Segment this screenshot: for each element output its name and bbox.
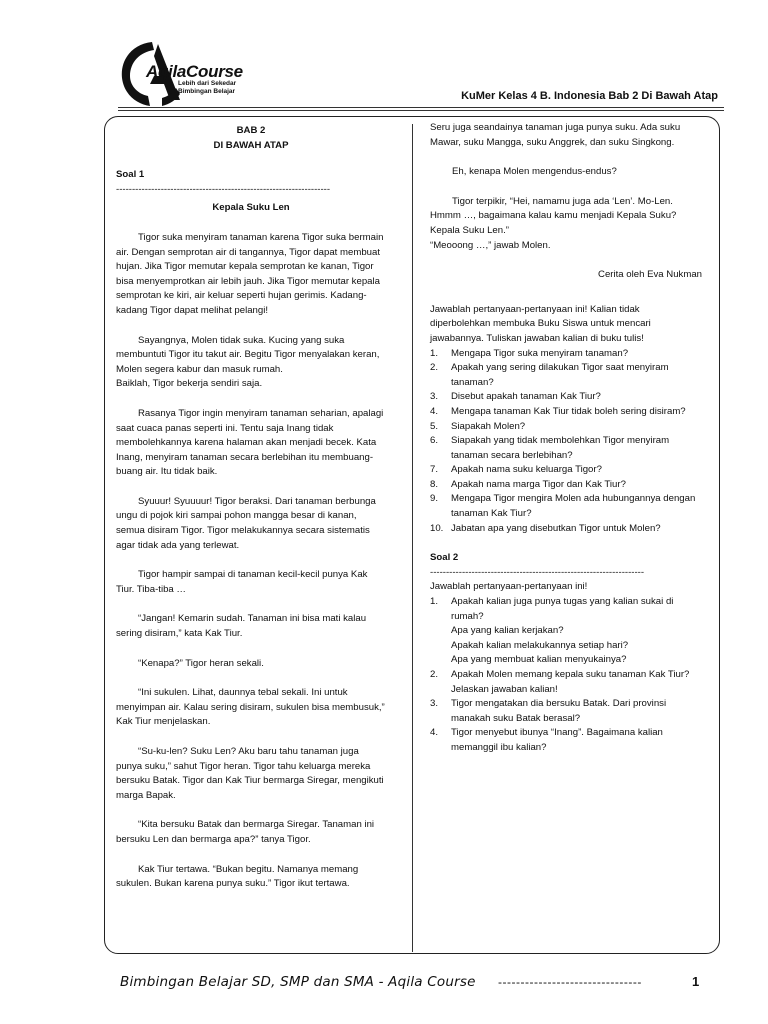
question-number: 2. — [430, 669, 439, 680]
question-number: 5. — [430, 420, 439, 432]
story-paragraph: ungu di pojok kiri sampai pohon mangga besar di kanan, semua disiram Tigor. Tigor melakukannya secara sistematis agar tidak ada yang terlewat. — [116, 510, 370, 551]
story-paragraph: “Kenapa?” Tigor heran sekali. — [138, 657, 264, 669]
section-dashes: ------------------------------------------------------------------- — [430, 566, 645, 578]
question-text: Tigor menyebut ibunya “Inang”. Bagaimana kalian memanggil ibu kalian? — [451, 727, 663, 753]
story-paragraph: “Su-ku-len? Suku Len? Aku baru tahu tanaman juga punya suku,” sahut Tigor heran. Tigor tahu keluarga mereka bersuku Batak. Tigor dan Kak Tiur bermarga Siregar, mengikuti marga Bapak. — [116, 746, 384, 801]
question-item — [430, 478, 702, 493]
story-paragraph: “Ini sukulen. Lihat, daunnya tebal sekali. Ini untuk menyimpan air. Kalau sering disiram, sukulen bisa membusuk,” Kak Tiur menjelaskan. — [116, 687, 385, 728]
story-paragraph: Seru juga seandainya tanaman juga punya suku. Ada suku Mawar, suku Mangga, suku Anggrek, dan suku Singkong. — [430, 122, 681, 148]
question-text: Mengapa tanaman Kak Tiur tidak boleh sering disiram? — [451, 405, 686, 417]
question-item — [430, 361, 702, 390]
story-paragraph: Rasanya Tigor ingin menyiram tanaman seharian, apalagi saat cuaca panas seperti ini. Tentu saja Inang tidak membolehkannya karena halaman akan menjadi becek. Kata Inang, menyiram tanaman secara berlebihan itu membuang-buang air. Itu tidak baik. — [116, 407, 384, 478]
story-paragraph: “Jangan! Kemarin sudah. Tanaman ini bisa mati kalau sering disiram,” kata Kak Tiur. — [116, 613, 367, 640]
question-subtext: Apakah kalian melakukannya setiap hari? — [451, 639, 629, 651]
footer-dashes: -------------------------------- — [498, 975, 642, 989]
question-subtext: Apa yang kalian kerjakan? — [451, 625, 564, 637]
question-text: Apakah kalian juga punya tugas yang kalian sukai di rumah? — [451, 596, 674, 622]
question-number: 7. — [430, 464, 439, 476]
question-text: Tigor mengatakan dia bersuku Batak. Dari provinsi manakah suku Batak berasal? — [451, 698, 667, 724]
soal-1-label: Soal 1 — [116, 169, 145, 181]
chapter-title: DI BAWAH ATAP — [213, 139, 289, 151]
question-list-soal-2 — [430, 595, 702, 756]
question-item — [430, 405, 702, 420]
question-number: 2. — [430, 362, 439, 374]
logo-name: AqilaCourse — [146, 62, 243, 81]
question-number: 9. — [430, 493, 439, 505]
logo-tagline-line-1: Lebih dari Sekedar — [178, 80, 237, 87]
question-text: Mengapa Tigor mengira Molen ada hubungannya dengan tanaman Kak Tiur? — [451, 493, 696, 520]
question-text: Apakah Molen memang kepala suku tanaman Kak Tiur? Jelaskan jawaban kalian! — [451, 669, 690, 695]
question-text: Jabatan apa yang disebutkan Tigor untuk Molen? — [451, 522, 661, 534]
story-paragraph: Tigor suka menyiram tanaman karena Tigor suka bermain air. Dengan semprotan air di tangannya, Tigor dapat membuat hujan. Jika Tigor memutar kepala semprotan ke kanan, Tigor bisa menyemprotkan air lebih jauh. Jika Tigor memutar kepala semprotan ke kiri, air keluar seperti hujan gerimis. Kadang-kadang Tigor dapat melihat pelangi! — [116, 231, 384, 316]
question-number: 4. — [430, 405, 439, 417]
question-text: Apakah nama marga Tigor dan Kak Tiur? — [451, 478, 626, 490]
question-item — [430, 697, 702, 726]
left-column — [116, 124, 386, 892]
page-number: 1 — [692, 974, 700, 989]
question-list-soal-1 — [430, 347, 702, 537]
soal-2-label: Soal 2 — [430, 552, 459, 564]
question-item — [430, 726, 702, 755]
logo-tagline — [178, 80, 236, 96]
story-paragraph: Syuuur! Syuuuur! Tigor beraksi. Dari tanaman berbunga — [138, 495, 376, 507]
story-paragraph: Tigor hampir sampai di tanaman kecil-kecil punya Kak Tiur. Tiba-tiba … — [116, 569, 368, 595]
question-item — [430, 390, 702, 405]
question-number: 3. — [430, 391, 439, 403]
question-item — [430, 434, 702, 463]
footer-text: Bimbingan Belajar SD, SMP dan SMA - Aqila Course — [120, 974, 476, 990]
question-item — [430, 492, 702, 521]
question-item — [430, 347, 702, 362]
question-number: 4. — [430, 727, 439, 739]
story-paragraph: Kak Tiur tertawa. “Bukan begitu. Namanya memang sukulen. Bukan karena punya suku.” Tigor ikut tertawa. — [116, 863, 359, 890]
story-title: Kepala Suku Len — [212, 202, 290, 214]
question-item — [430, 522, 702, 537]
question-text: Siapakah Molen? — [451, 420, 526, 432]
logo-tagline-line-2: Bimbingan Belajar — [178, 88, 236, 95]
instruction-soal-1: Jawablah pertanyaan-pertanyaan ini! Kalian tidak diperbolehkan membuka Buku Siswa untuk mencari jawabannya. Tuliskan jawaban kalian di buku tulis! — [430, 303, 651, 344]
column-divider — [412, 124, 413, 952]
question-text: Disebut apakah tanaman Kak Tiur? — [451, 391, 601, 403]
question-item — [430, 463, 702, 478]
question-number: 6. — [430, 435, 439, 447]
question-text: Siapakah yang tidak membolehkan Tigor menyiram tanaman secara berlebihan? — [451, 435, 670, 461]
right-column — [430, 121, 702, 756]
question-number: 1. — [430, 596, 439, 608]
question-number: 1. — [430, 347, 439, 359]
instruction-soal-2: Jawablah pertanyaan-pertanyaan ini! — [430, 581, 588, 593]
story-paragraph: Baiklah, Tigor bekerja sendiri saja. — [116, 378, 263, 390]
header-rule-bottom — [118, 110, 724, 111]
story-paragraph: Sayangnya, Molen tidak suka. Kucing yang suka membuntuti Tigor itu takut air. Begitu Tigor menyalakan keran, Molen segera kabur dan masuk rumah. — [116, 334, 380, 375]
question-number: 3. — [430, 698, 439, 710]
question-number: 10. — [430, 522, 444, 534]
story-paragraph: “Kita bersuku Batak dan bermarga Siregar. Tanaman ini bersuku Len dan bermarga apa?” tanya Tigor. — [116, 819, 375, 845]
chapter-number: BAB 2 — [236, 125, 266, 136]
section-dashes: ------------------------------------------------------------------- — [116, 183, 331, 195]
story-paragraph: Tigor terpikir, “Hei, namamu juga ada ‘Len’. Mo-Len. Hmmm …, bagaimana kalau kamu menjadi Kepala Suku? Kepala Suku Len.” — [430, 195, 677, 236]
question-subtext: Apa yang membuat kalian menyukainya? — [451, 654, 627, 666]
story-paragraph: “Meooong …,” jawab Molen. — [430, 239, 551, 251]
story-credit: Cerita oleh Eva Nukman — [598, 269, 702, 281]
question-item — [430, 420, 702, 435]
question-number: 8. — [430, 478, 439, 490]
story-paragraph: Eh, kenapa Molen mengendus-endus? — [452, 166, 617, 178]
question-text: Apakah yang sering dilakukan Tigor saat menyiram tanaman? — [451, 362, 669, 388]
document-title: KuMer Kelas 4 B. Indonesia Bab 2 Di Bawah Atap — [461, 90, 718, 102]
question-item — [430, 595, 702, 668]
question-text: Mengapa Tigor suka menyiram tanaman? — [451, 347, 629, 359]
question-text: Apakah nama suku keluarga Tigor? — [451, 464, 602, 476]
header-rule-top — [118, 107, 724, 108]
question-item — [430, 668, 702, 697]
